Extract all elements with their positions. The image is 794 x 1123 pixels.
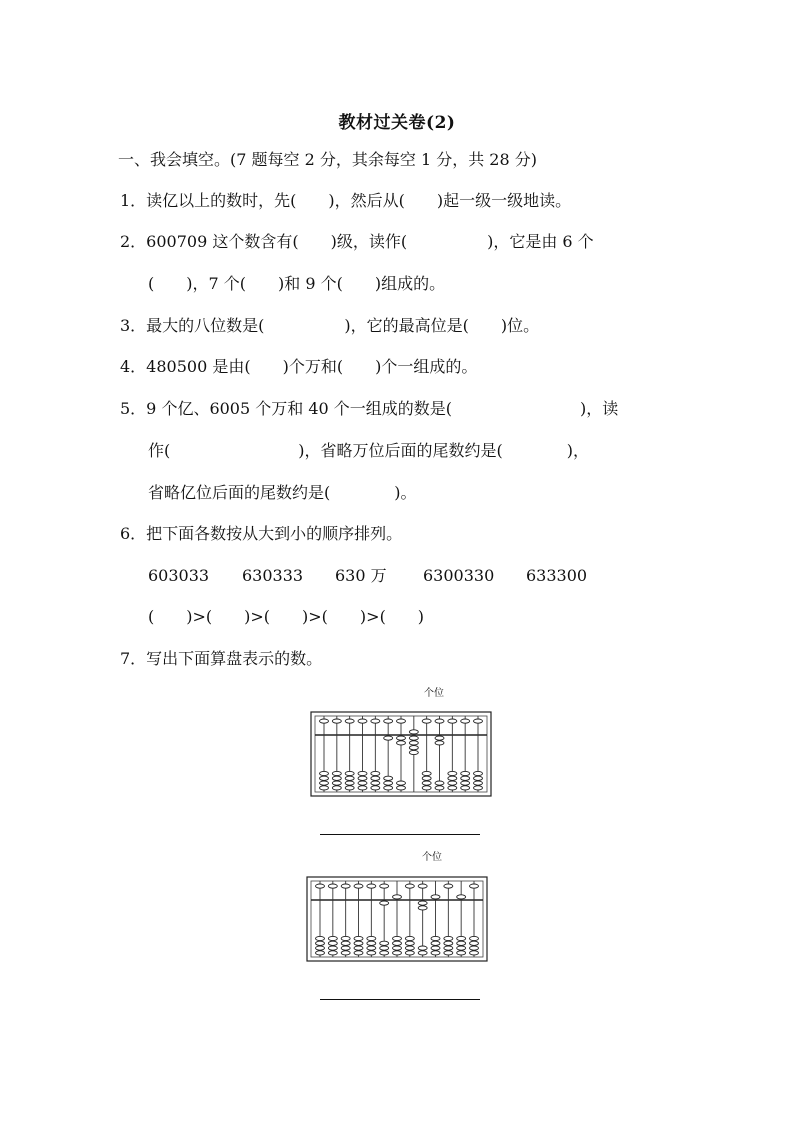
abacus-lower-bead <box>397 736 406 740</box>
abacus-upper-bead <box>380 884 389 888</box>
abacus-lower-bead <box>431 936 440 940</box>
abacus-upper-bead <box>332 719 341 723</box>
question-5-line-3: 省略亿位后面的尾数约是( )。 <box>148 483 417 502</box>
abacus-lower-bead <box>470 946 479 950</box>
abacus-lower-bead <box>354 941 363 945</box>
abacus-lower-bead <box>328 941 337 945</box>
abacus-lower-bead <box>418 901 427 905</box>
abacus-lower-bead <box>457 936 466 940</box>
abacus-lower-bead <box>320 786 329 790</box>
question-4: 4．480500 是由( )个万和( )个一组成的。 <box>120 357 478 376</box>
abacus-lower-bead <box>409 746 418 750</box>
abacus-lower-bead <box>328 936 337 940</box>
q6-number-4: 6300330 <box>423 566 495 585</box>
abacus-lower-bead <box>341 941 350 945</box>
abacus-lower-bead <box>474 781 483 785</box>
abacus-lower-bead <box>431 946 440 950</box>
abacus-lower-bead <box>371 776 380 780</box>
abacus-lower-bead <box>444 941 453 945</box>
abacus-lower-bead <box>448 776 457 780</box>
abacus-lower-bead <box>393 936 402 940</box>
question-6: 6．把下面各数按从大到小的顺序排列。 <box>120 524 403 543</box>
abacus-upper-bead <box>358 719 367 723</box>
abacus-lower-bead <box>470 936 479 940</box>
abacus-lower-bead <box>448 771 457 775</box>
abacus-lower-bead <box>444 946 453 950</box>
abacus-lower-bead <box>384 781 393 785</box>
abacus-lower-bead <box>367 936 376 940</box>
abacus-lower-bead <box>328 951 337 955</box>
abacus-lower-bead <box>380 946 389 950</box>
abacus-upper-bead <box>435 719 444 723</box>
abacus-lower-bead <box>371 781 380 785</box>
abacus-upper-bead <box>461 719 470 723</box>
abacus-upper-bead <box>316 884 325 888</box>
abacus-lower-bead <box>332 781 341 785</box>
abacus-upper-bead <box>354 884 363 888</box>
abacus-lower-bead <box>358 781 367 785</box>
abacus-lower-bead <box>448 786 457 790</box>
abacus-lower-bead <box>316 951 325 955</box>
abacus-lower-bead <box>405 941 414 945</box>
abacus-lower-bead <box>409 741 418 745</box>
abacus-upper-bead <box>474 719 483 723</box>
abacus-lower-bead <box>474 771 483 775</box>
abacus-2-answer-line <box>320 999 480 1000</box>
abacus-upper-bead <box>418 884 427 888</box>
abacus-2 <box>306 876 488 962</box>
abacus-lower-bead <box>316 936 325 940</box>
abacus-lower-bead <box>367 946 376 950</box>
abacus-lower-bead <box>354 951 363 955</box>
abacus-lower-bead <box>409 736 418 740</box>
abacus-lower-bead <box>393 941 402 945</box>
abacus-2-unit-label: 个位 <box>422 852 442 863</box>
abacus-lower-bead <box>345 776 354 780</box>
abacus-lower-bead <box>320 776 329 780</box>
abacus-upper-bead <box>422 719 431 723</box>
abacus-lower-bead <box>397 781 406 785</box>
question-3: 3．最大的八位数是( )，它的最高位是( )位。 <box>120 316 540 335</box>
abacus-lower-bead <box>345 771 354 775</box>
abacus-lower-bead <box>354 936 363 940</box>
abacus-lower-bead <box>461 781 470 785</box>
abacus-lower-bead <box>345 786 354 790</box>
abacus-lower-bead <box>384 786 393 790</box>
abacus-lower-bead <box>397 741 406 745</box>
abacus-lower-bead <box>341 936 350 940</box>
abacus-upper-bead <box>367 884 376 888</box>
abacus-lower-bead <box>371 771 380 775</box>
abacus-upper-bead <box>397 719 406 723</box>
abacus-upper-bead <box>470 884 479 888</box>
abacus-lower-bead <box>461 776 470 780</box>
question-1: 1．读亿以上的数时，先( )，然后从( )起一级一级地读。 <box>120 191 572 210</box>
abacus-lower-bead <box>384 736 393 740</box>
q6-number-5: 633300 <box>526 566 588 585</box>
abacus-lower-bead <box>435 781 444 785</box>
abacus-lower-bead <box>405 936 414 940</box>
abacus-lower-bead <box>444 951 453 955</box>
abacus-lower-bead <box>435 741 444 745</box>
abacus-lower-bead <box>474 776 483 780</box>
abacus-lower-bead <box>418 906 427 910</box>
q6-number-1: 603033 <box>148 566 210 585</box>
abacus-lower-bead <box>380 951 389 955</box>
abacus-upper-bead <box>405 884 414 888</box>
q6-number-3: 630 万 <box>335 566 387 585</box>
abacus-lower-bead <box>422 776 431 780</box>
abacus-upper-bead <box>345 719 354 723</box>
abacus-lower-bead <box>418 946 427 950</box>
abacus-lower-bead <box>320 771 329 775</box>
abacus-lower-bead <box>405 946 414 950</box>
section-1-heading: 一、我会填空。(7 题每空 2 分，其余每空 1 分，共 28 分) <box>118 150 537 169</box>
abacus-lower-bead <box>332 786 341 790</box>
abacus-lower-bead <box>422 771 431 775</box>
abacus-lower-bead <box>461 771 470 775</box>
abacus-lower-bead <box>474 786 483 790</box>
abacus-upper-bead <box>431 895 440 899</box>
abacus-lower-bead <box>320 781 329 785</box>
question-2-line-1: 2．600709 这个数含有( )级，读作( )，它是由 6 个 <box>120 232 594 251</box>
abacus-lower-bead <box>431 941 440 945</box>
abacus-lower-bead <box>422 786 431 790</box>
abacus-lower-bead <box>457 941 466 945</box>
abacus-upper-bead <box>393 895 402 899</box>
abacus-upper-bead <box>457 895 466 899</box>
worksheet-title: 教材过关卷(2) <box>338 113 456 133</box>
abacus-lower-bead <box>367 941 376 945</box>
abacus-lower-bead <box>367 951 376 955</box>
abacus-lower-bead <box>354 946 363 950</box>
abacus-lower-bead <box>435 736 444 740</box>
abacus-lower-bead <box>418 951 427 955</box>
abacus-lower-bead <box>393 946 402 950</box>
abacus-lower-bead <box>358 771 367 775</box>
abacus-lower-bead <box>435 786 444 790</box>
question-5-line-1: 5．9 个亿、6005 个万和 40 个一组成的数是( )，读 <box>120 399 619 418</box>
abacus-lower-bead <box>358 776 367 780</box>
q6-number-2: 630333 <box>242 566 304 585</box>
abacus-lower-bead <box>457 946 466 950</box>
abacus-upper-bead <box>409 730 418 734</box>
abacus-upper-bead <box>371 719 380 723</box>
abacus-lower-bead <box>470 941 479 945</box>
abacus-lower-bead <box>431 951 440 955</box>
abacus-upper-bead <box>448 719 457 723</box>
abacus-lower-bead <box>371 786 380 790</box>
abacus-upper-bead <box>444 884 453 888</box>
abacus-upper-bead <box>384 719 393 723</box>
question-7: 7．写出下面算盘表示的数。 <box>120 649 323 668</box>
abacus-lower-bead <box>345 781 354 785</box>
abacus-lower-bead <box>461 786 470 790</box>
abacus-lower-bead <box>422 781 431 785</box>
abacus-lower-bead <box>384 776 393 780</box>
abacus-lower-bead <box>397 786 406 790</box>
abacus-lower-bead <box>332 771 341 775</box>
q6-order-blanks: ( )>( )>( )>( )>( ) <box>148 607 425 626</box>
abacus-lower-bead <box>457 951 466 955</box>
abacus-lower-bead <box>393 951 402 955</box>
abacus-1-answer-line <box>320 834 480 835</box>
abacus-lower-bead <box>328 946 337 950</box>
question-2-line-2: ( )，7 个( )和 9 个( )组成的。 <box>148 274 446 293</box>
abacus-lower-bead <box>380 901 389 905</box>
abacus-lower-bead <box>380 941 389 945</box>
abacus-upper-bead <box>341 884 350 888</box>
abacus-lower-bead <box>341 951 350 955</box>
abacus-lower-bead <box>444 936 453 940</box>
abacus-lower-bead <box>316 946 325 950</box>
abacus-lower-bead <box>405 951 414 955</box>
abacus-upper-bead <box>320 719 329 723</box>
abacus-lower-bead <box>358 786 367 790</box>
abacus-1 <box>310 711 492 797</box>
abacus-1-unit-label: 个位 <box>424 688 444 699</box>
abacus-upper-bead <box>328 884 337 888</box>
question-5-line-2: 作( )，省略万位后面的尾数约是( )， <box>148 441 589 460</box>
abacus-lower-bead <box>316 941 325 945</box>
abacus-lower-bead <box>341 946 350 950</box>
abacus-lower-bead <box>470 951 479 955</box>
abacus-lower-bead <box>332 776 341 780</box>
abacus-lower-bead <box>409 750 418 754</box>
abacus-lower-bead <box>448 781 457 785</box>
